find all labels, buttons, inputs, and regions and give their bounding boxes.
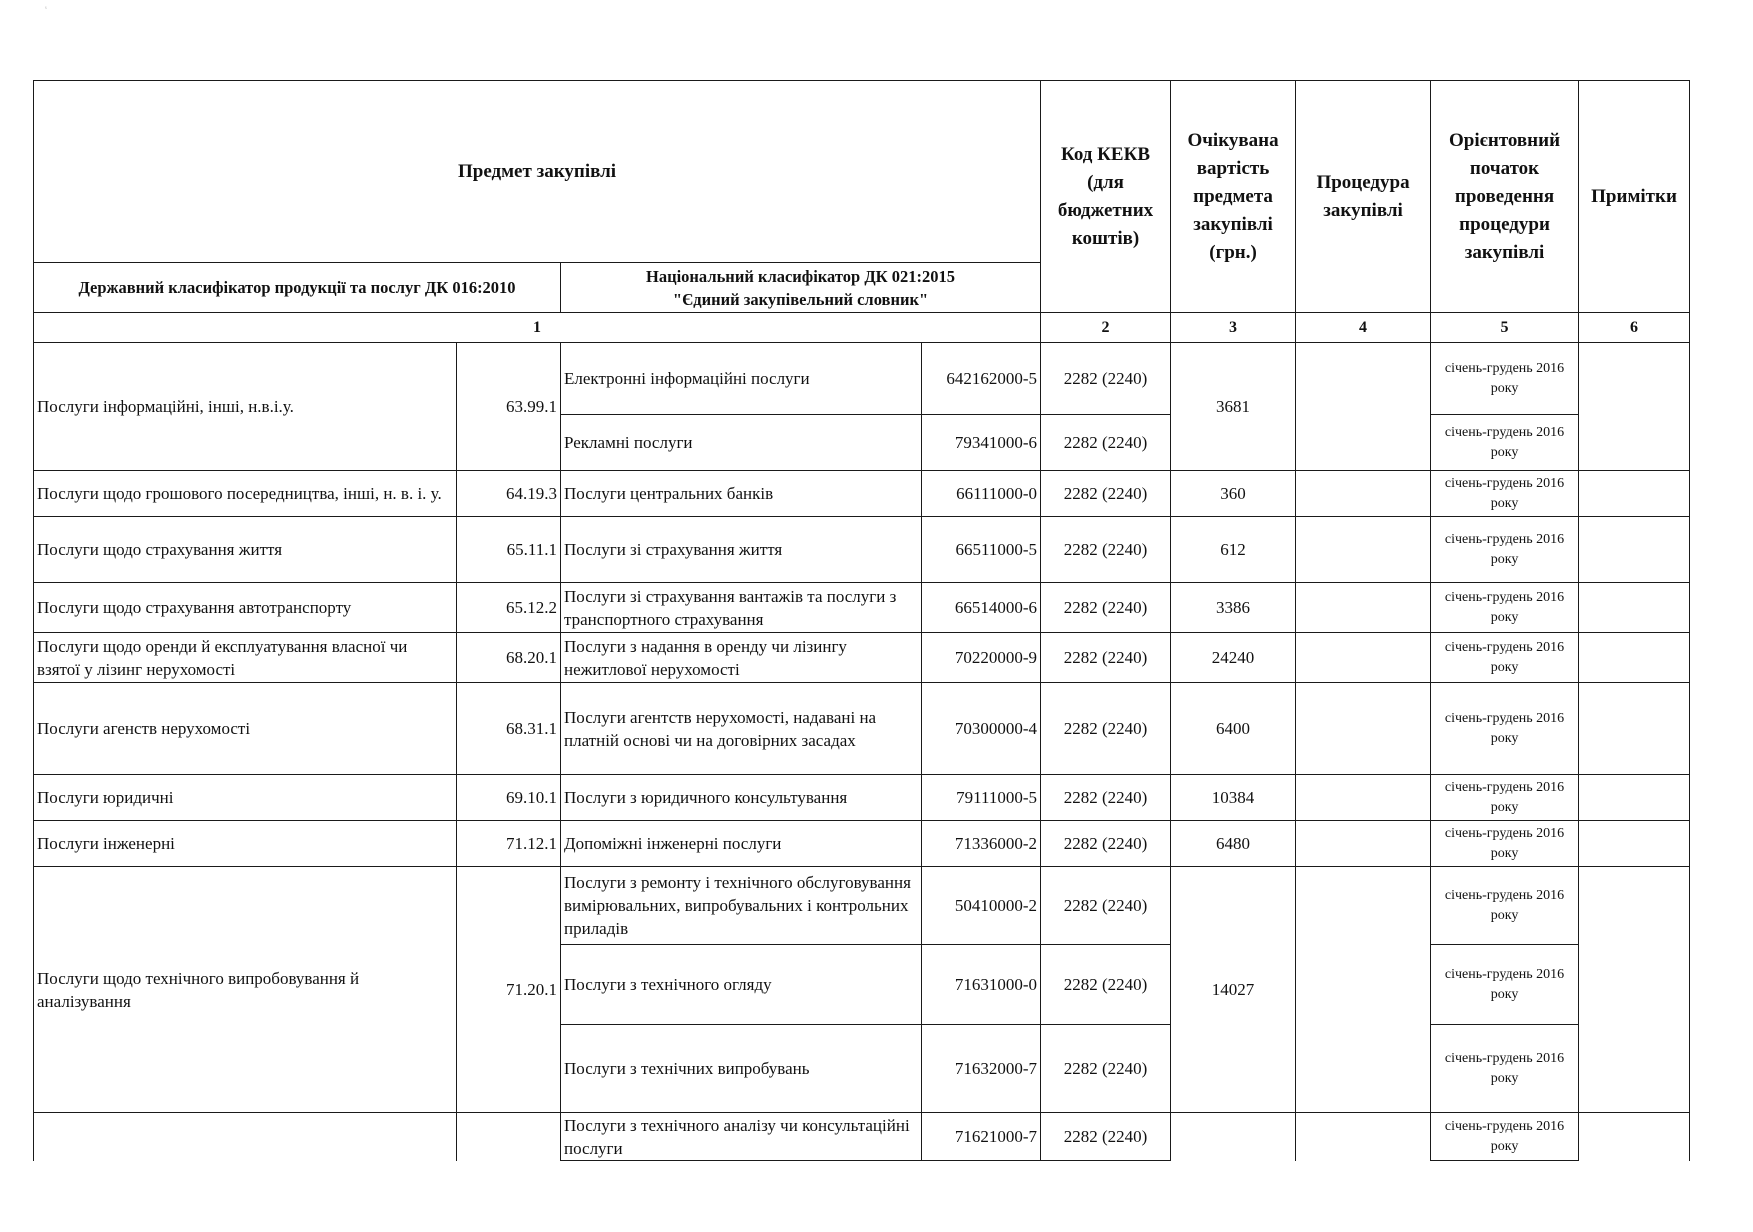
classifier-016-code: 65.12.2 bbox=[457, 583, 561, 633]
procedure-cell bbox=[1296, 471, 1431, 517]
procedure-cell bbox=[1296, 517, 1431, 583]
cpv-name: Послуги з технічних випробувань bbox=[561, 1025, 922, 1113]
expected-cost-header: Очікувана вартість предмета закупівлі (грн.) bbox=[1171, 81, 1296, 313]
notes-cell bbox=[1579, 821, 1690, 867]
table-row bbox=[34, 821, 1690, 867]
column-numbers-row bbox=[34, 313, 1690, 343]
cpv-code: 71631000-0 bbox=[922, 945, 1041, 1025]
cpv-code: 66514000-6 bbox=[922, 583, 1041, 633]
expected-cost bbox=[1171, 1113, 1296, 1161]
classifier-016-code: 63.99.1 bbox=[457, 343, 561, 471]
cpv-code: 50410000-2 bbox=[922, 867, 1041, 945]
classifier-016-name: Послуги щодо страхування життя bbox=[34, 517, 457, 583]
cpv-name: Допоміжні інженерні послуги bbox=[561, 821, 922, 867]
start-period: січень-грудень 2016 року bbox=[1431, 775, 1579, 821]
classifier-016-name: Послуги агенств нерухомості bbox=[34, 683, 457, 775]
procedure-cell bbox=[1296, 1113, 1431, 1161]
classifier-016-code: 71.12.1 bbox=[457, 821, 561, 867]
kekv-code: 2282 (2240) bbox=[1041, 415, 1171, 471]
kekv-header: Код КЕКВ (для бюджетних коштів) bbox=[1041, 81, 1171, 313]
classifier-021-line2: "Єдиний закупівельний словник" bbox=[672, 289, 929, 309]
cpv-name: Послуги зі страхування вантажів та послуги з транспортного страхування bbox=[561, 583, 922, 633]
classifier-021-line1: Національний класифікатор ДК 021:2015 bbox=[646, 266, 956, 286]
kekv-code: 2282 (2240) bbox=[1041, 775, 1171, 821]
expected-cost: 10384 bbox=[1171, 775, 1296, 821]
cpv-code: 70220000-9 bbox=[922, 633, 1041, 683]
kekv-code: 2282 (2240) bbox=[1041, 867, 1171, 945]
procedure-cell bbox=[1296, 633, 1431, 683]
expected-cost: 6480 bbox=[1171, 821, 1296, 867]
classifier-016-code: 68.20.1 bbox=[457, 633, 561, 683]
classifier-016-header: Державний класифікатор продукції та послуг ДК 016:2010 bbox=[34, 263, 561, 313]
procedure-cell bbox=[1296, 821, 1431, 867]
table-row bbox=[34, 683, 1690, 775]
kekv-code: 2282 (2240) bbox=[1041, 945, 1171, 1025]
expected-cost: 360 bbox=[1171, 471, 1296, 517]
cpv-code: 71336000-2 bbox=[922, 821, 1041, 867]
notes-cell bbox=[1579, 867, 1690, 1113]
classifier-016-code: 68.31.1 bbox=[457, 683, 561, 775]
expected-cost: 24240 bbox=[1171, 633, 1296, 683]
expected-cost: 3681 bbox=[1171, 343, 1296, 471]
cpv-name: Електронні інформаційні послуги bbox=[561, 343, 922, 415]
classifier-016-code: 69.10.1 bbox=[457, 775, 561, 821]
col-number-3: 3 bbox=[1171, 313, 1296, 343]
classifier-016-name: Послуги щодо грошового посередництва, інші, н. в. і. у. bbox=[34, 471, 457, 517]
expected-cost: 612 bbox=[1171, 517, 1296, 583]
procedure-cell bbox=[1296, 343, 1431, 471]
table-row bbox=[34, 633, 1690, 683]
notes-cell bbox=[1579, 471, 1690, 517]
notes-cell bbox=[1579, 683, 1690, 775]
col-number-1: 1 bbox=[34, 313, 1041, 343]
subject-header: Предмет закупівлі bbox=[34, 81, 1041, 263]
cpv-name: Послуги з ремонту і технічного обслуговування вимірювальних, випробувальних і контрольних приладів bbox=[561, 867, 922, 945]
cpv-name: Послуги з технічного огляду bbox=[561, 945, 922, 1025]
table-row bbox=[34, 1113, 1690, 1161]
classifier-016-code: 64.19.3 bbox=[457, 471, 561, 517]
table-row bbox=[34, 867, 1690, 945]
cpv-code: 79341000-6 bbox=[922, 415, 1041, 471]
procedure-cell bbox=[1296, 775, 1431, 821]
start-period: січень-грудень 2016 року bbox=[1431, 945, 1579, 1025]
kekv-code: 2282 (2240) bbox=[1041, 1113, 1171, 1161]
notes-header: Примітки bbox=[1579, 81, 1690, 313]
col-number-5: 5 bbox=[1431, 313, 1579, 343]
expected-cost: 14027 bbox=[1171, 867, 1296, 1113]
cpv-code: 71632000-7 bbox=[922, 1025, 1041, 1113]
cpv-code: 70300000-4 bbox=[922, 683, 1041, 775]
procedure-cell bbox=[1296, 867, 1431, 1113]
start-period: січень-грудень 2016 року bbox=[1431, 517, 1579, 583]
table-row bbox=[34, 583, 1690, 633]
classifier-016-code: 65.11.1 bbox=[457, 517, 561, 583]
cpv-name: Послуги з юридичного консультування bbox=[561, 775, 922, 821]
table-row bbox=[34, 775, 1690, 821]
procurement-plan-table bbox=[33, 80, 1690, 1161]
classifier-016-name: Послуги інженерні bbox=[34, 821, 457, 867]
start-period: січень-грудень 2016 року bbox=[1431, 415, 1579, 471]
notes-cell bbox=[1579, 583, 1690, 633]
col-number-2: 2 bbox=[1041, 313, 1171, 343]
classifier-021-header bbox=[561, 263, 1041, 313]
cpv-code: 66511000-5 bbox=[922, 517, 1041, 583]
cpv-code: 642162000-5 bbox=[922, 343, 1041, 415]
scan-artifact: ˢ bbox=[45, 4, 47, 13]
start-period: січень-грудень 2016 року bbox=[1431, 1113, 1579, 1161]
cpv-name: Послуги агентств нерухомості, надавані на платній основі чи на договірних засадах bbox=[561, 683, 922, 775]
notes-cell bbox=[1579, 775, 1690, 821]
kekv-code: 2282 (2240) bbox=[1041, 517, 1171, 583]
kekv-code: 2282 (2240) bbox=[1041, 821, 1171, 867]
classifier-016-name: Послуги юридичні bbox=[34, 775, 457, 821]
col-number-4: 4 bbox=[1296, 313, 1431, 343]
procedure-header: Процедура закупівлі bbox=[1296, 81, 1431, 313]
start-period: січень-грудень 2016 року bbox=[1431, 821, 1579, 867]
notes-cell bbox=[1579, 1113, 1690, 1161]
procedure-cell bbox=[1296, 683, 1431, 775]
classifier-016-name: Послуги інформаційні, інші, н.в.і.у. bbox=[34, 343, 457, 471]
notes-cell bbox=[1579, 343, 1690, 471]
kekv-code: 2282 (2240) bbox=[1041, 471, 1171, 517]
expected-cost: 6400 bbox=[1171, 683, 1296, 775]
header-row bbox=[34, 81, 1690, 263]
classifier-016-name: Послуги щодо страхування автотранспорту bbox=[34, 583, 457, 633]
cpv-code: 71621000-7 bbox=[922, 1113, 1041, 1161]
table-row bbox=[34, 471, 1690, 517]
cpv-code: 66111000-0 bbox=[922, 471, 1041, 517]
cpv-name: Рекламні послуги bbox=[561, 415, 922, 471]
start-period: січень-грудень 2016 року bbox=[1431, 583, 1579, 633]
start-period: січень-грудень 2016 року bbox=[1431, 343, 1579, 415]
expected-cost: 3386 bbox=[1171, 583, 1296, 633]
kekv-code: 2282 (2240) bbox=[1041, 683, 1171, 775]
start-period: січень-грудень 2016 року bbox=[1431, 1025, 1579, 1113]
cpv-code: 79111000-5 bbox=[922, 775, 1041, 821]
table-row bbox=[34, 517, 1690, 583]
cpv-name: Послуги центральних банків bbox=[561, 471, 922, 517]
cpv-name: Послуги зі страхування життя bbox=[561, 517, 922, 583]
classifier-016-name: Послуги щодо технічного випробовування й аналізування bbox=[34, 867, 457, 1113]
classifier-016-code bbox=[457, 1113, 561, 1161]
classifier-016-code: 71.20.1 bbox=[457, 867, 561, 1113]
notes-cell bbox=[1579, 517, 1690, 583]
cpv-name: Послуги з технічного аналізу чи консультаційні послуги bbox=[561, 1113, 922, 1161]
cpv-name: Послуги з надання в оренду чи лізингу нежитлової нерухомості bbox=[561, 633, 922, 683]
kekv-code: 2282 (2240) bbox=[1041, 1025, 1171, 1113]
kekv-code: 2282 (2240) bbox=[1041, 343, 1171, 415]
start-period: січень-грудень 2016 року bbox=[1431, 683, 1579, 775]
start-period: січень-грудень 2016 року bbox=[1431, 471, 1579, 517]
col-number-6: 6 bbox=[1579, 313, 1690, 343]
classifier-016-name bbox=[34, 1113, 457, 1161]
notes-cell bbox=[1579, 633, 1690, 683]
classifier-016-name: Послуги щодо оренди й експлуатування власної чи взятої у лізинг нерухомості bbox=[34, 633, 457, 683]
kekv-code: 2282 (2240) bbox=[1041, 583, 1171, 633]
start-period: січень-грудень 2016 року bbox=[1431, 867, 1579, 945]
start-period: січень-грудень 2016 року bbox=[1431, 633, 1579, 683]
procedure-cell bbox=[1296, 583, 1431, 633]
kekv-code: 2282 (2240) bbox=[1041, 633, 1171, 683]
table-row bbox=[34, 343, 1690, 415]
start-header: Орієнтовний початок проведення процедури закупівлі bbox=[1431, 81, 1579, 313]
